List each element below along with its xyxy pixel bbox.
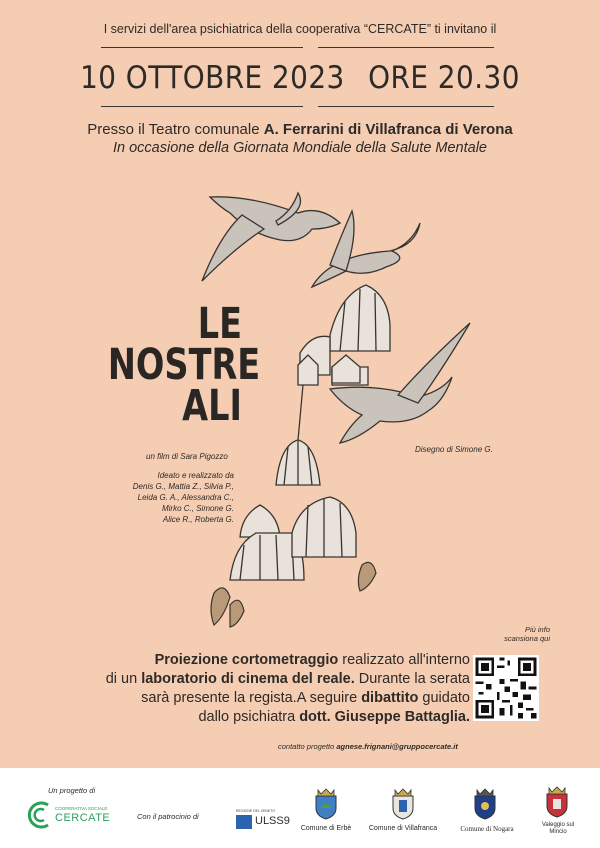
film-title bbox=[107, 299, 261, 431]
event-date: 10 OTTOBRE 2023 bbox=[80, 60, 345, 96]
cercate-logo-icon bbox=[26, 800, 52, 830]
desc-bold: dibattito bbox=[361, 690, 419, 706]
desc-text: sarà presente la regista.A seguire bbox=[141, 690, 362, 706]
venue-prefix: Presso il Teatro comunale bbox=[87, 121, 264, 138]
rule-top-left bbox=[101, 47, 303, 48]
event-time: ORE 20.30 bbox=[368, 60, 520, 96]
credits-line: Mirko C., Simone G. bbox=[161, 504, 234, 513]
event-description bbox=[40, 651, 470, 727]
qr-caption-line: Più info bbox=[524, 625, 550, 634]
film-title-line: ALI bbox=[182, 381, 242, 431]
rule-top-right bbox=[318, 47, 494, 48]
municipality-label: Comune di Erbè bbox=[300, 825, 352, 832]
occasion-line: In occasione della Giornata Mondiale della Salute Mentale bbox=[112, 140, 487, 156]
rule-bottom-right bbox=[318, 106, 494, 107]
villafranca-crest-icon bbox=[390, 788, 416, 820]
intro-text: I servizi dell'area psichiatrica della cooperativa “CERCATE” ti invitano il bbox=[103, 22, 497, 36]
desc-text: realizzato all'interno bbox=[338, 652, 470, 668]
valeggio-crest-icon bbox=[544, 786, 570, 818]
region-veneto-icon bbox=[236, 815, 252, 829]
venue-line bbox=[0, 121, 600, 138]
desc-text: di un bbox=[105, 671, 142, 687]
credits-line: Ideato e realizzato da bbox=[157, 471, 234, 480]
municipality-label: Comune di Nogara bbox=[460, 825, 514, 833]
drawing-credit: Disegno di Simone G. bbox=[415, 445, 493, 454]
qr-code-icon[interactable] bbox=[473, 655, 539, 721]
footer-logos bbox=[0, 768, 600, 848]
ulss-label: ULSS9 bbox=[255, 815, 290, 827]
venue-name: A. Ferrarini di Villafranca di Verona bbox=[263, 121, 513, 138]
authors-credits bbox=[100, 470, 234, 525]
contact-email[interactable]: agnese.frignani@gruppocercate.it bbox=[336, 742, 458, 751]
nogara-crest-icon bbox=[472, 788, 498, 820]
credits-line: Denis G., Mattia Z., Silvia P., bbox=[132, 482, 234, 491]
coop-name: CERCATE bbox=[55, 812, 111, 824]
credits-line: Alice R., Roberta G. bbox=[162, 515, 234, 524]
erbe-crest-icon bbox=[313, 788, 339, 820]
film-title-line: LE bbox=[197, 299, 242, 349]
event-datetime bbox=[30, 60, 570, 96]
director-credit: un film di Sara Pigozzo bbox=[146, 452, 228, 461]
rule-bottom-left bbox=[101, 106, 303, 107]
qr-caption-line: scansiona qui bbox=[504, 634, 550, 643]
patronage-label: Con il patrocinio di bbox=[137, 812, 199, 821]
desc-bold: laboratorio di cinema del reale. bbox=[141, 671, 355, 687]
desc-bold: dott. Giuseppe Battaglia. bbox=[299, 709, 470, 725]
film-title-line: NOSTRE bbox=[107, 340, 261, 390]
desc-text: Durante la serata bbox=[354, 671, 470, 687]
desc-text: dallo psichiatra bbox=[198, 709, 300, 725]
cages-bottom-icon bbox=[230, 440, 356, 580]
municipality-label: Valeggio sul Mincio bbox=[541, 822, 575, 835]
coop-small-label: COOPERATIVA SOCIALE bbox=[55, 806, 108, 811]
contact-label: contatto progetto bbox=[278, 742, 337, 751]
contact-line bbox=[278, 742, 458, 751]
region-label: REGIONE DEL VENETO bbox=[236, 809, 276, 813]
credits-line: Leida G. A., Alessandra C., bbox=[137, 493, 234, 502]
project-label: Un progetto di bbox=[48, 786, 96, 795]
bird-top-icon bbox=[202, 193, 340, 281]
desc-text: guidato bbox=[418, 690, 470, 706]
desc-bold: Proiezione cortometraggio bbox=[154, 652, 339, 668]
qr-caption bbox=[470, 625, 550, 643]
municipality-label: Comune di Villafranca bbox=[368, 825, 438, 832]
